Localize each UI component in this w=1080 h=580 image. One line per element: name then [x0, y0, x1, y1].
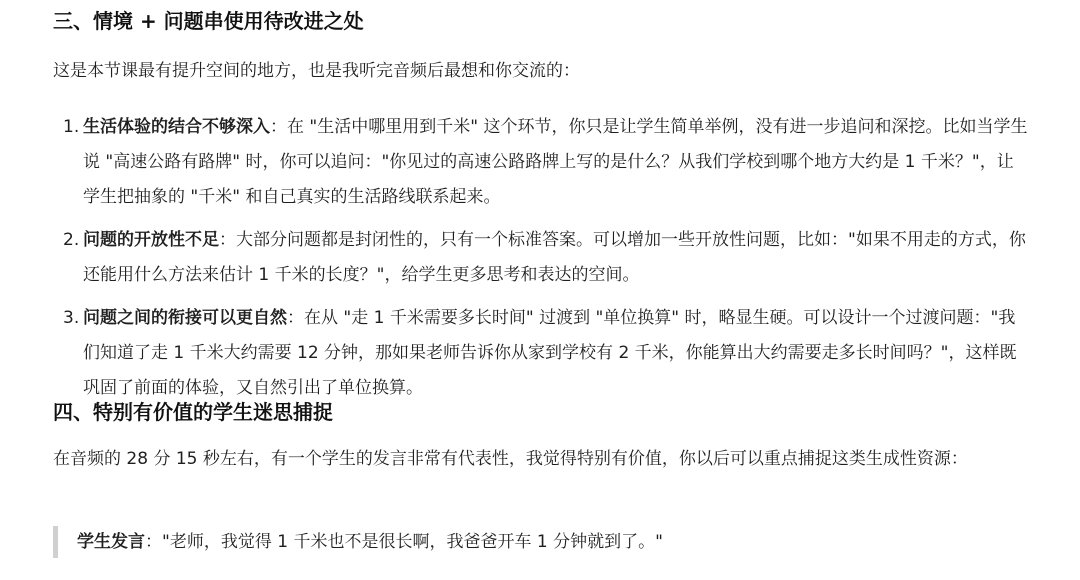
- improvement-list: [53, 110, 1028, 414]
- list-item-text: ：在 "生活中哪里用到千米" 这个环节，你只是让学生简单举例，没有进一步追问和深挖。比如当学生说 "高速公路有路牌" 时，你可以追问："你见过的高速公路路牌上写的是什么？从我们学校到哪个地方大约是 1 千米？"，让学生把抽象的 "千米" 和自己真实的生活路线联系起来。: [83, 117, 1028, 207]
- list-item-title: 问题之间的衔接可以更自然: [83, 308, 287, 328]
- list-item-text: ：在从 "走 1 千米需要多长时间" 过渡到 "单位换算" 时，略显生硬。可以设计一个过渡问题："我们知道了走 1 千米大约需要 12 分钟，那如果老师告诉你从家到学校有 2 千米，你能算出大约需要走多长时间吗？"，这样既巩固了前面的体验，又自然引出了单位换算。: [83, 308, 1017, 398]
- student-quote-block: [53, 526, 1052, 558]
- section-4-heading: 四、特别有价值的学生迷思捕捉: [53, 400, 333, 424]
- list-item-title: 生活体验的结合不够深入: [83, 117, 270, 137]
- list-number: 2.: [63, 230, 80, 250]
- list-item: [53, 301, 1028, 406]
- section-3-intro: 这是本节课最有提升空间的地方，也是我听完音频后最想和你交流的：: [53, 61, 580, 81]
- list-item: [53, 110, 1028, 215]
- list-number: 1.: [63, 117, 80, 137]
- list-item-text: ：大部分问题都是封闭性的，只有一个标准答案。可以增加一些开放性问题，比如："如果不用走的方式，你还能用什么方法来估计 1 千米的长度？"，给学生更多思考和表达的空间。: [83, 230, 1026, 285]
- quote-text: ："老师，我觉得 1 千米也不是很长啊，我爸爸开车 1 分钟就到了。": [145, 532, 663, 552]
- list-number: 3.: [63, 308, 80, 328]
- quote-label: 学生发言: [77, 532, 145, 552]
- section-3-heading: 三、情境 + 问题串使用待改进之处: [53, 9, 364, 33]
- list-item-title: 问题的开放性不足: [83, 230, 219, 250]
- section-4-paragraph: 在音频的 28 分 15 秒左右，有一个学生的发言非常有代表性，我觉得特别有价值，你以后可以重点捕捉这类生成性资源：: [53, 449, 968, 469]
- list-item: [53, 223, 1028, 293]
